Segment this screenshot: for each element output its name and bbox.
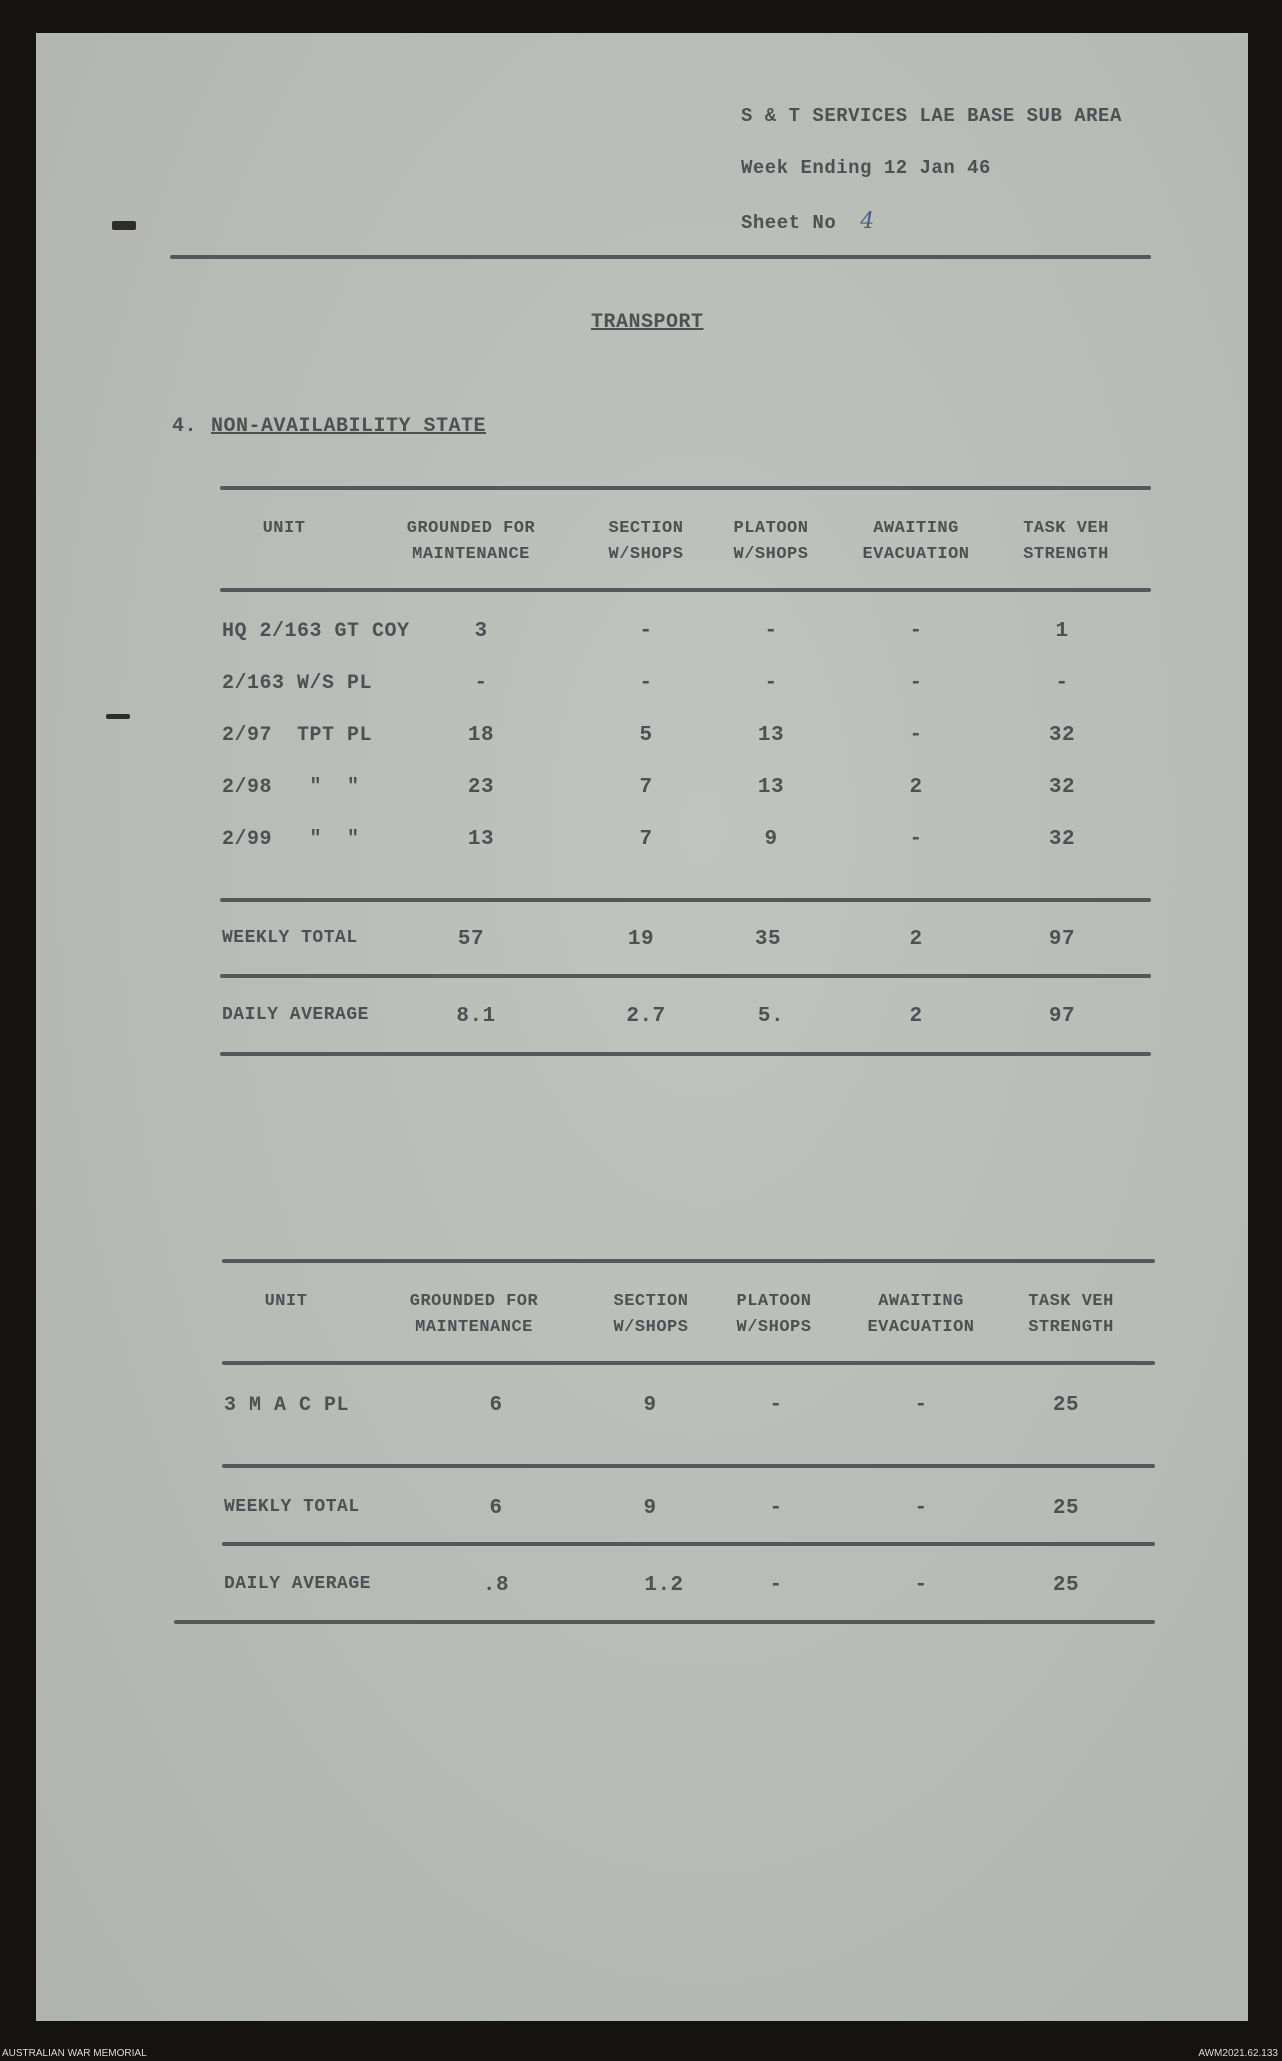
daily-grounded: .8 — [482, 1574, 510, 1597]
col-task-line2: STRENGTH — [1023, 545, 1109, 564]
row-awaiting: 2 — [909, 776, 923, 799]
table1-col-task — [1006, 516, 1126, 568]
footer-accession: AWM2021.62.133 — [1198, 2048, 1278, 2059]
table1-total-rule — [220, 898, 1151, 902]
table2-col-task — [1011, 1289, 1131, 1341]
col-awaiting-line1: AWAITING — [873, 519, 959, 538]
row-grounded: - — [474, 672, 488, 695]
table1-col-awaiting — [846, 516, 986, 568]
section-title: TRANSPORT — [591, 311, 704, 334]
table1-header-rule — [220, 588, 1151, 592]
col-grounded-line2: MAINTENANCE — [415, 1318, 533, 1337]
weekly-grounded: 6 — [489, 1497, 503, 1520]
col-platoon-line1: PLATOON — [733, 519, 809, 538]
table1-col-unit: UNIT — [262, 519, 306, 538]
row-platoon: - — [769, 1394, 783, 1417]
table1-average-rule — [220, 974, 1151, 978]
daily-grounded: 8.1 — [456, 1005, 496, 1028]
table1-col-section — [591, 516, 701, 568]
row-task: - — [1055, 672, 1069, 695]
row-unit: 2/97 TPT PL — [222, 724, 373, 747]
col-section-line2: W/SHOPS — [613, 1318, 689, 1337]
row-section: 9 — [643, 1394, 657, 1417]
item-title: NON-AVAILABILITY STATE — [211, 415, 487, 438]
header-rule — [170, 255, 1151, 259]
item-number: 4. — [172, 415, 198, 438]
ink-mark — [112, 221, 136, 230]
row-platoon: - — [764, 620, 778, 643]
row-unit: 2/98 " " — [222, 776, 360, 799]
daily-section: 1.2 — [644, 1574, 684, 1597]
row-platoon: - — [764, 672, 778, 695]
row-section: - — [639, 672, 653, 695]
row-unit: 3 M A C PL — [224, 1394, 350, 1417]
row-unit: 2/163 W/S PL — [222, 672, 373, 695]
weekly-grounded: 57 — [457, 928, 485, 951]
table1-bottom-rule — [220, 1052, 1151, 1056]
table2-col-platoon — [719, 1289, 829, 1341]
row-unit: HQ 2/163 GT COY — [222, 620, 410, 643]
row-awaiting: - — [909, 828, 923, 851]
col-task-line1: TASK VEH — [1023, 519, 1109, 538]
row-awaiting: - — [909, 724, 923, 747]
weekly-awaiting: 2 — [909, 928, 923, 951]
col-platoon-line2: W/SHOPS — [736, 1318, 812, 1337]
weekly-total-label: WEEKLY TOTAL — [224, 1497, 360, 1517]
col-section-line1: SECTION — [613, 1292, 689, 1311]
weekly-platoon: - — [769, 1497, 783, 1520]
col-awaiting-line1: AWAITING — [878, 1292, 964, 1311]
row-grounded: 3 — [474, 620, 488, 643]
col-platoon-line2: W/SHOPS — [733, 545, 809, 564]
table2-bottom-rule — [174, 1620, 1155, 1624]
header-sheet — [741, 209, 875, 234]
weekly-task: 97 — [1048, 928, 1076, 951]
row-platoon: 13 — [757, 724, 785, 747]
col-task-line1: TASK VEH — [1028, 1292, 1114, 1311]
row-grounded: 18 — [467, 724, 495, 747]
col-grounded-line2: MAINTENANCE — [412, 545, 530, 564]
col-task-line2: STRENGTH — [1028, 1318, 1114, 1337]
row-section: 7 — [639, 776, 653, 799]
table2-col-grounded — [404, 1289, 544, 1341]
row-grounded: 13 — [467, 828, 495, 851]
daily-awaiting: 2 — [909, 1005, 923, 1028]
weekly-task: 25 — [1052, 1497, 1080, 1520]
row-awaiting: - — [909, 672, 923, 695]
row-unit: 2/99 " " — [222, 828, 360, 851]
table2-average-rule — [222, 1542, 1155, 1546]
row-grounded: 6 — [489, 1394, 503, 1417]
table2-header-rule — [222, 1361, 1155, 1365]
daily-platoon: 5. — [757, 1005, 785, 1028]
weekly-awaiting: - — [914, 1497, 928, 1520]
daily-average-label: DAILY AVERAGE — [222, 1005, 369, 1025]
row-task: 1 — [1055, 620, 1069, 643]
item-heading — [172, 415, 486, 438]
row-task: 32 — [1048, 724, 1076, 747]
row-platoon: 9 — [764, 828, 778, 851]
table2-total-rule — [222, 1464, 1155, 1468]
row-awaiting: - — [909, 620, 923, 643]
table2-col-section — [596, 1289, 706, 1341]
table1-col-platoon — [716, 516, 826, 568]
daily-awaiting: - — [914, 1574, 928, 1597]
row-task: 25 — [1052, 1394, 1080, 1417]
table1-col-grounded — [401, 516, 541, 568]
row-awaiting: - — [914, 1394, 928, 1417]
table1-top-rule — [220, 486, 1151, 490]
header-unit: S & T SERVICES LAE BASE SUB AREA — [741, 105, 1122, 127]
header-week: Week Ending 12 Jan 46 — [741, 157, 991, 179]
weekly-platoon: 35 — [754, 928, 782, 951]
row-section: 5 — [639, 724, 653, 747]
row-section: 7 — [639, 828, 653, 851]
footer-source: AUSTRALIAN WAR MEMORIAL — [2, 2048, 147, 2059]
sheet-label: Sheet No — [741, 212, 837, 234]
row-task: 32 — [1048, 828, 1076, 851]
row-grounded: 23 — [467, 776, 495, 799]
document-page — [36, 33, 1248, 2021]
row-section: - — [639, 620, 653, 643]
table2-col-awaiting — [851, 1289, 991, 1341]
sheet-number: 4 — [860, 209, 875, 234]
weekly-total-label: WEEKLY TOTAL — [222, 928, 358, 948]
row-platoon: 13 — [757, 776, 785, 799]
weekly-section: 9 — [643, 1497, 657, 1520]
daily-average-label: DAILY AVERAGE — [224, 1574, 371, 1594]
col-grounded-line1: GROUNDED FOR — [409, 1292, 539, 1311]
weekly-section: 19 — [627, 928, 655, 951]
col-grounded-line1: GROUNDED FOR — [406, 519, 536, 538]
daily-section: 2.7 — [626, 1005, 666, 1028]
daily-task: 97 — [1048, 1005, 1076, 1028]
col-awaiting-line2: EVACUATION — [862, 545, 970, 564]
table2-col-unit: UNIT — [264, 1292, 308, 1311]
table2-top-rule — [222, 1259, 1155, 1263]
col-platoon-line1: PLATOON — [736, 1292, 812, 1311]
row-task: 32 — [1048, 776, 1076, 799]
daily-platoon: - — [769, 1574, 783, 1597]
col-section-line1: SECTION — [608, 519, 684, 538]
ink-mark — [106, 714, 130, 719]
col-section-line2: W/SHOPS — [608, 545, 684, 564]
col-awaiting-line2: EVACUATION — [867, 1318, 975, 1337]
daily-task: 25 — [1052, 1574, 1080, 1597]
